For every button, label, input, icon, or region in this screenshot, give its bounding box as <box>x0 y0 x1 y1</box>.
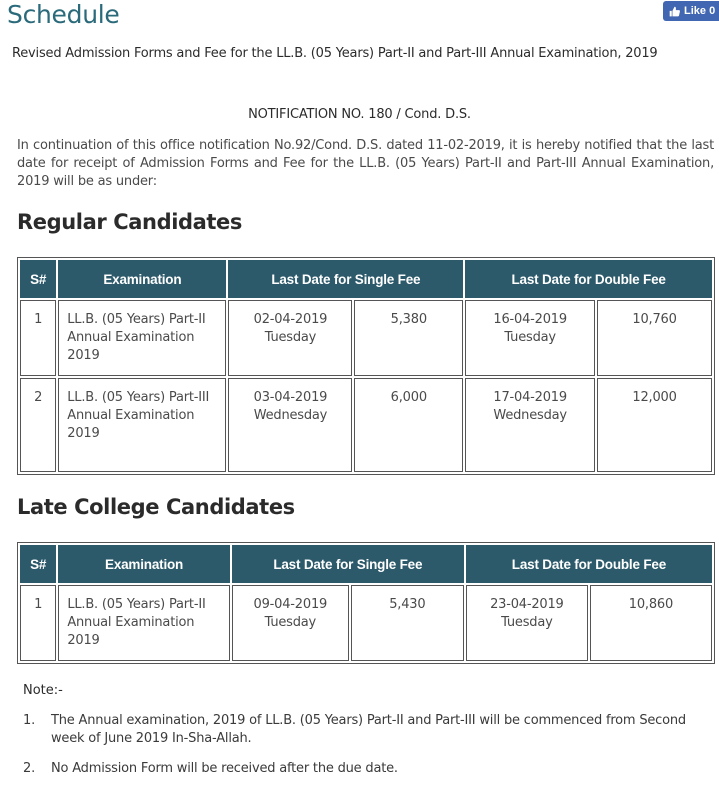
facebook-like-button[interactable] <box>663 1 719 21</box>
thumbs-up-icon <box>669 6 680 17</box>
cell-single-date: 02-04-2019 Tuesday <box>228 300 352 376</box>
intro-paragraph: In continuation of this office notification No.92/Cond. D.S. dated 11-02-2019, it is hereby notified that the last date for receipt of Admission Forms and Fee for the LL.B. (05 Years) Part-II and Part-III Annual Examination, 2019 will be as under: <box>17 138 714 189</box>
cell-sno: 2 <box>20 378 56 472</box>
col-examination: Examination <box>58 545 230 583</box>
col-sno: S# <box>20 545 56 583</box>
cell-single-fee: 5,430 <box>351 585 464 661</box>
notification-number: NOTIFICATION NO. 180 / Cond. D.S. <box>248 107 471 122</box>
cell-examination: LL.B. (05 Years) Part-III Annual Examination 2019 <box>58 378 226 472</box>
cell-single-date: 09-04-2019 Tuesday <box>232 585 349 661</box>
table-row <box>20 300 712 376</box>
notice-subtitle: Revised Admission Forms and Fee for the LL.B. (05 Years) Part-II and Part-III Annual Examination, 2019 <box>12 46 658 61</box>
list-item: 1. The Annual examination, 2019 of LL.B. (05 Years) Part-II and Part-III will be commenced from Second week of June 2019 In-Sha-Allah. <box>23 713 686 746</box>
cell-double-date: 16-04-2019 Tuesday <box>465 300 595 376</box>
cell-examination: LL.B. (05 Years) Part-II Annual Examination 2019 <box>58 585 230 661</box>
cell-double-date: 23-04-2019 Tuesday <box>466 585 588 661</box>
late-candidates-heading: Late College Candidates <box>17 495 295 519</box>
col-examination: Examination <box>58 260 226 298</box>
cell-single-fee: 6,000 <box>354 378 463 472</box>
cell-single-fee: 5,380 <box>354 300 463 376</box>
table-header-row <box>20 545 712 583</box>
regular-candidates-heading: Regular Candidates <box>17 210 242 234</box>
page-title: Schedule <box>7 0 120 29</box>
table-row <box>20 585 712 661</box>
col-double-fee: Last Date for Double Fee <box>466 545 712 583</box>
cell-single-date: 03-04-2019 Wednesday <box>228 378 352 472</box>
table-row <box>20 378 712 472</box>
note-title: Note:- <box>23 683 63 698</box>
late-candidates-table <box>17 542 715 664</box>
col-double-fee: Last Date for Double Fee <box>465 260 712 298</box>
like-label: Like 0 <box>684 5 716 17</box>
note-list <box>23 712 713 790</box>
cell-double-fee: 12,000 <box>597 378 712 472</box>
list-item: 2. No Admission Form will be received after the due date. <box>23 761 398 776</box>
col-sno: S# <box>20 260 56 298</box>
table-header-row <box>20 260 712 298</box>
cell-sno: 1 <box>20 585 56 661</box>
cell-double-fee: 10,760 <box>597 300 712 376</box>
col-single-fee: Last Date for Single Fee <box>232 545 464 583</box>
cell-examination: LL.B. (05 Years) Part-II Annual Examination 2019 <box>58 300 226 376</box>
regular-candidates-table <box>17 257 715 475</box>
col-single-fee: Last Date for Single Fee <box>228 260 463 298</box>
cell-sno: 1 <box>20 300 56 376</box>
cell-double-date: 17-04-2019 Wednesday <box>465 378 595 472</box>
cell-double-fee: 10,860 <box>590 585 712 661</box>
